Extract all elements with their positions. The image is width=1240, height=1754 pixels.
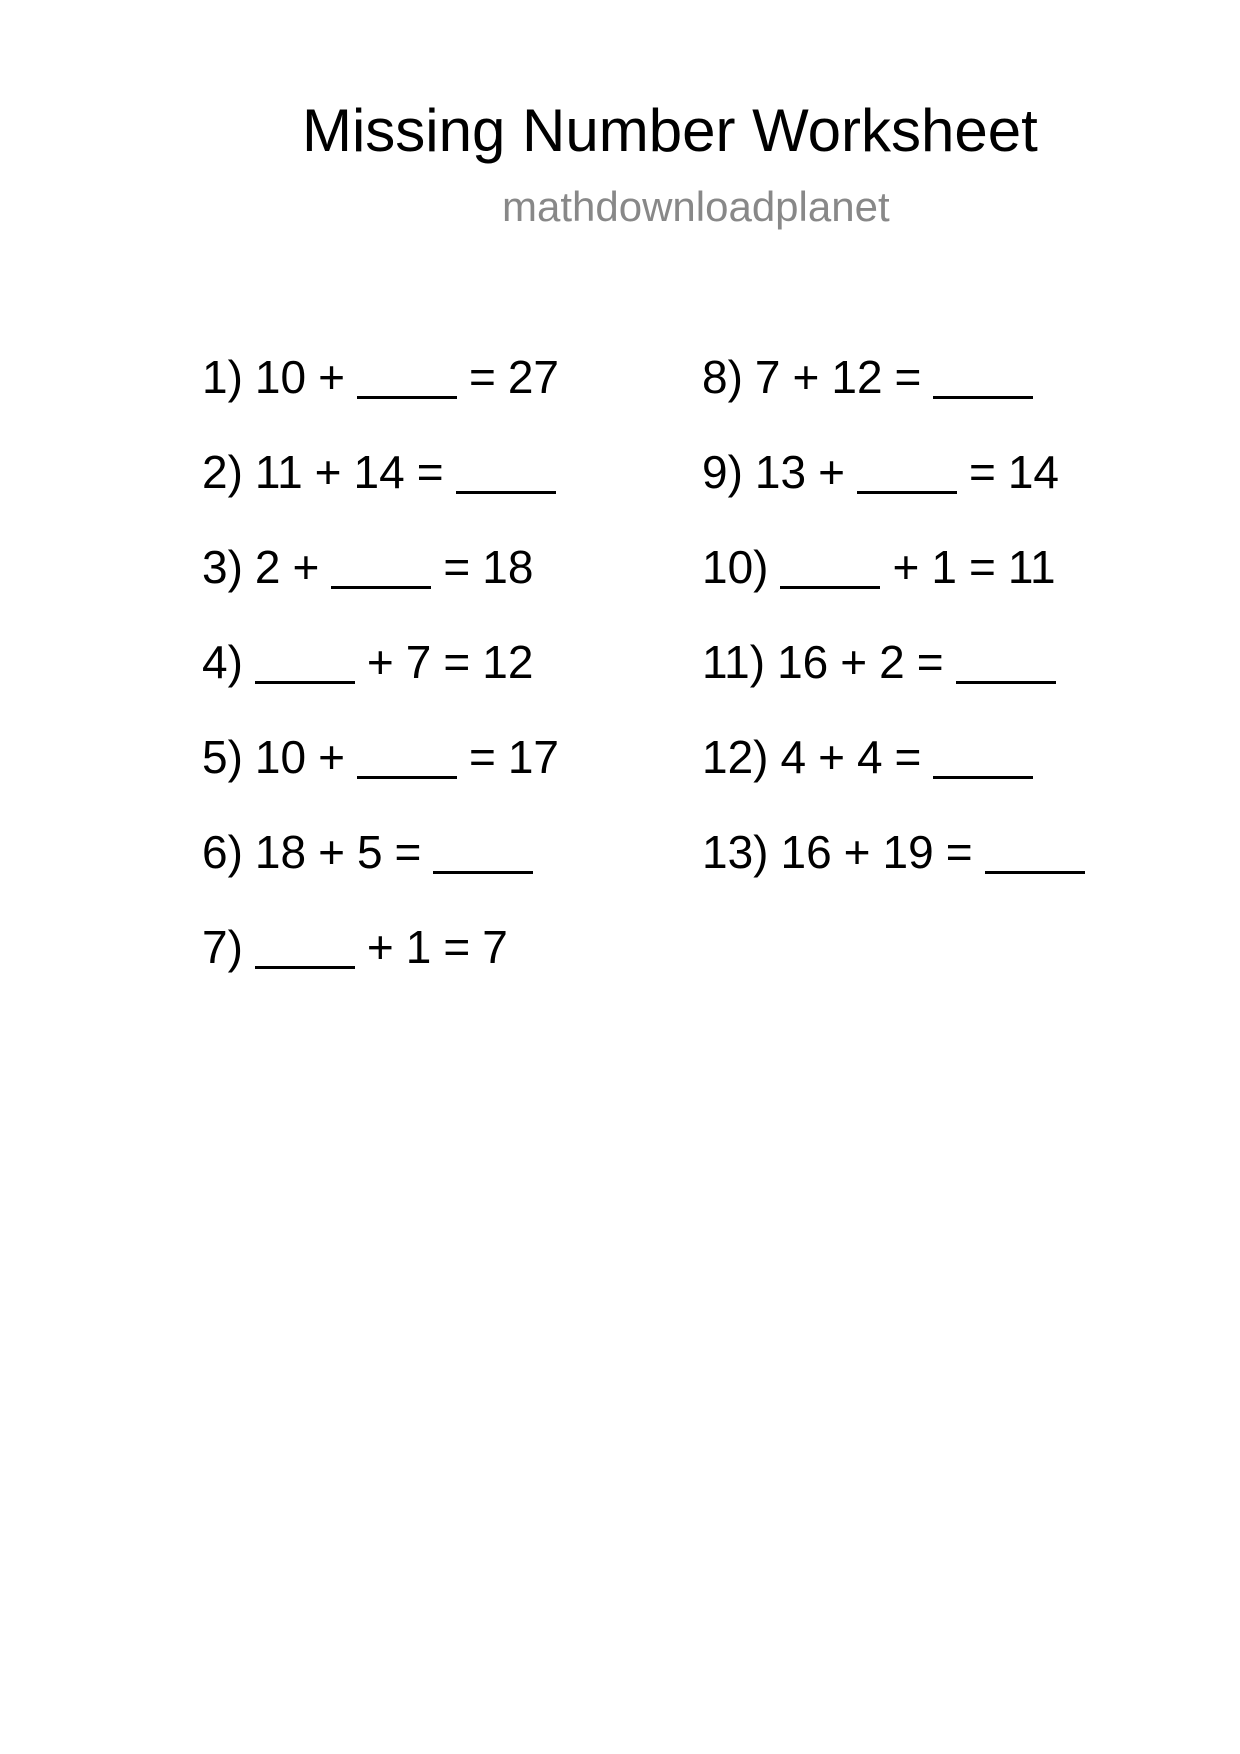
problem-value: 1 [405,921,432,973]
problem-value: 12 [831,351,883,403]
problem-value: 14 [1007,446,1059,498]
worksheet-source: mathdownloadplanet [502,183,890,230]
plus-sign: + [366,921,394,973]
problem-value: 18 [482,541,534,593]
equals-sign: = [443,541,471,593]
problem-value: 10 [254,351,307,403]
plus-sign: + [843,826,871,878]
equals-sign: = [468,731,496,783]
problem-number: 3) [202,541,243,593]
problem-value: 4 [856,731,883,783]
problem-value: 7 [482,921,508,973]
problem-value: 2 [879,636,905,688]
problem-item [702,350,1045,404]
problem-value: 11 [1007,541,1056,593]
problem-item [702,825,1097,879]
problem-number: 2) [202,446,243,498]
answer-blank[interactable] [433,831,533,874]
plus-sign: + [318,826,345,878]
equals-sign: = [968,541,996,593]
answer-blank[interactable] [255,926,355,969]
worksheet-title: Missing Number Worksheet [302,97,1038,164]
problem-number: 7) [202,921,243,973]
problem-value: 17 [507,731,559,783]
answer-blank[interactable] [331,546,431,589]
problem-value: 13 [754,446,807,498]
problem-item [702,730,1045,784]
problem-number: 5) [202,731,243,783]
plus-sign: + [366,636,394,688]
equals-sign: = [443,921,471,973]
answer-blank[interactable] [357,736,457,779]
problem-value: 12 [482,636,534,688]
plus-sign: + [314,446,342,498]
problem-value: 14 [353,446,405,498]
equals-sign: = [416,446,444,498]
plus-sign: + [292,541,320,593]
answer-blank[interactable] [933,356,1033,399]
problem-item [202,540,545,594]
problem-value: 1 [931,541,957,593]
problem-number: 6) [202,826,243,878]
problem-number: 11) [702,636,766,688]
equals-sign: = [394,826,422,878]
plus-sign: + [318,351,345,403]
problem-value: 11 [254,446,303,498]
equals-sign: = [968,446,996,498]
problem-item [702,635,1068,689]
problem-number: 4) [202,636,243,688]
answer-blank[interactable] [357,356,457,399]
answer-blank[interactable] [985,831,1085,874]
plus-sign: + [792,351,820,403]
equals-sign: = [443,636,471,688]
problem-value: 10 [254,731,307,783]
answer-blank[interactable] [780,546,880,589]
equals-sign: = [468,351,496,403]
plus-sign: + [318,731,345,783]
equals-sign: = [916,636,944,688]
equals-sign: = [894,351,922,403]
equals-sign: = [945,826,973,878]
problem-number: 10) [702,541,769,593]
problem-value: 5 [356,826,383,878]
problem-number: 13) [702,826,769,878]
equals-sign: = [894,731,922,783]
problem-item [202,825,545,879]
problem-value: 7 [754,351,781,403]
problem-value: 16 [780,826,832,878]
answer-blank[interactable] [255,641,355,684]
answer-blank[interactable] [956,641,1056,684]
plus-sign: + [892,541,920,593]
problem-item [202,350,571,404]
problem-value: 4 [780,731,807,783]
problem-value: 19 [882,826,934,878]
problem-value: 18 [254,826,307,878]
answer-blank[interactable] [857,451,957,494]
problem-item [702,540,1068,594]
problem-number: 8) [702,351,743,403]
problem-value: 27 [507,351,559,403]
problem-value: 2 [254,541,281,593]
plus-sign: + [818,446,845,498]
plus-sign: + [840,636,868,688]
answer-blank[interactable] [933,736,1033,779]
problem-item [202,920,520,974]
problem-item [202,635,545,689]
answer-blank[interactable] [456,451,556,494]
problem-number: 1) [202,351,243,403]
problem-item [702,445,1071,499]
plus-sign: + [818,731,845,783]
problem-value: 7 [405,636,432,688]
problem-number: 9) [702,446,743,498]
problem-item [202,730,571,784]
problem-number: 12) [702,731,769,783]
problem-item [202,445,568,499]
problem-value: 16 [777,636,829,688]
